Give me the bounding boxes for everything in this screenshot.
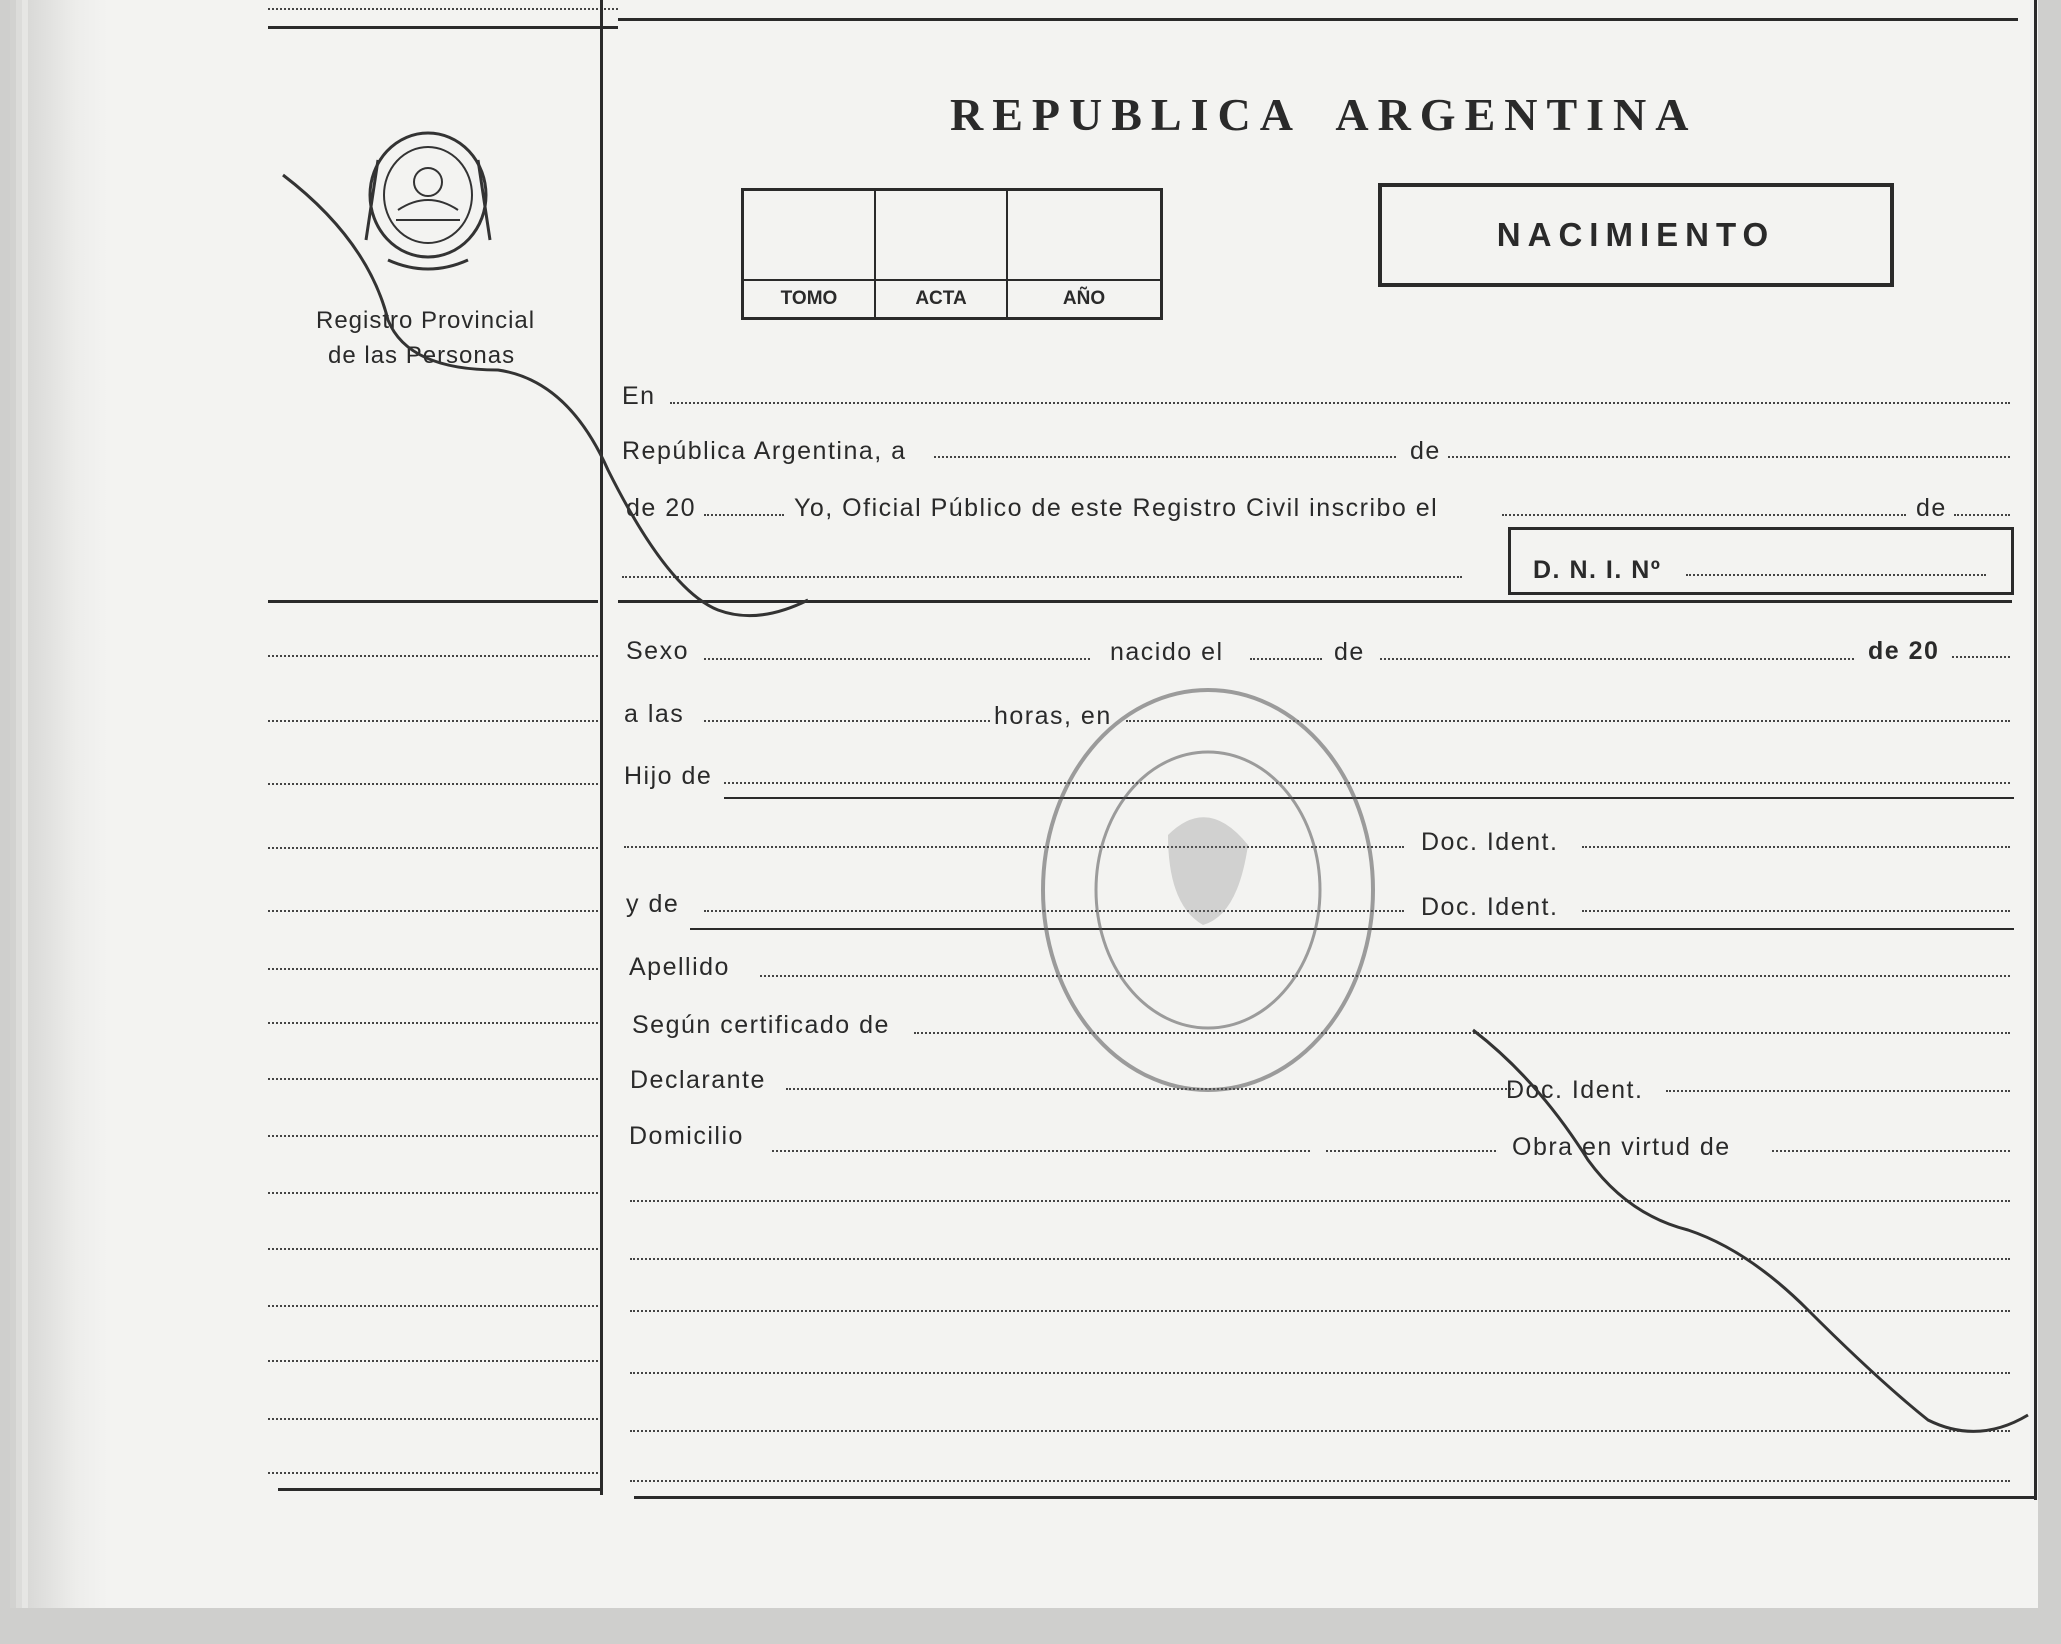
margin-line	[268, 1418, 598, 1420]
margin-line	[268, 1472, 598, 1474]
margin-line	[268, 1135, 598, 1137]
margin-line	[268, 655, 598, 657]
margin-line	[268, 1248, 598, 1250]
top-rule-right	[618, 18, 2018, 21]
margin-line	[268, 910, 598, 912]
margin-line	[268, 1360, 598, 1362]
document-title: REPUBLICA ARGENTINA	[950, 89, 1698, 140]
label-de-1: de	[1410, 437, 1441, 465]
margin-line	[268, 720, 598, 722]
footer-rule	[634, 1496, 2034, 1499]
label-yo-oficial: Yo, Oficial Público de este Registro Civil inscribo el	[794, 494, 1439, 522]
label-y-de: y de	[626, 890, 680, 918]
ano-value-cell	[1008, 191, 1160, 279]
margin-line	[268, 1305, 598, 1307]
top-dotted-line-left	[268, 8, 618, 10]
pen-stroke-icon	[1448, 1020, 2061, 1440]
field-birth-day[interactable]	[1250, 658, 1322, 660]
label-segun-certificado: Según certificado de	[632, 1011, 890, 1039]
left-footer-rule	[278, 1488, 600, 1491]
label-sexo: Sexo	[626, 637, 689, 665]
margin-line	[268, 968, 598, 970]
field-inscribo-month[interactable]	[1954, 514, 2010, 516]
margin-line	[268, 847, 598, 849]
certificate-type-box: NACIMIENTO	[1378, 183, 1894, 287]
field-day[interactable]	[934, 456, 1396, 458]
label-hijo-de: Hijo de	[624, 762, 713, 790]
field-birth-month[interactable]	[1380, 658, 1854, 660]
field-padre-doc[interactable]	[1582, 846, 2010, 848]
field-month[interactable]	[1448, 456, 2010, 458]
label-doc-ident-2: Doc. Ident.	[1421, 893, 1559, 921]
acta-header: ACTA	[876, 279, 1008, 317]
margin-line	[268, 1022, 598, 1024]
certificate-page	[28, 0, 2038, 1608]
official-stamp-icon	[1018, 675, 1398, 1105]
tomo-header: TOMO	[744, 279, 876, 317]
label-de20-b: de 20	[1868, 637, 1940, 665]
margin-line	[268, 1192, 598, 1194]
label-en: En	[622, 382, 656, 410]
label-dni: D. N. I. Nº	[1533, 556, 1662, 584]
label-a-las: a las	[624, 700, 685, 728]
margin-line	[268, 783, 598, 785]
label-nacido-el: nacido el	[1110, 638, 1224, 666]
top-rule-left	[268, 26, 618, 29]
book-spine	[28, 0, 108, 1608]
issuer-line1: Registro Provincial	[316, 307, 536, 334]
label-de-2: de	[1916, 494, 1947, 522]
label-de-3: de	[1334, 638, 1365, 666]
issuer-line2: de las Personas	[328, 342, 516, 369]
label-doc-ident-3: Doc. Ident.	[1506, 1076, 1644, 1104]
notes-line[interactable]	[630, 1480, 2010, 1482]
acta-value-cell	[876, 191, 1008, 279]
label-apellido: Apellido	[629, 953, 730, 981]
label-domicilio: Domicilio	[629, 1122, 744, 1150]
field-domicilio[interactable]	[772, 1150, 1310, 1152]
field-hora[interactable]	[704, 720, 990, 722]
field-inscribo[interactable]	[1502, 514, 1906, 516]
field-madre-doc[interactable]	[1582, 910, 2010, 912]
label-obra-en-virtud: Obra en virtud de	[1512, 1133, 1731, 1161]
field-sexo[interactable]	[704, 658, 1090, 660]
pen-stroke-icon	[248, 170, 888, 620]
label-horas-en: horas, en	[994, 702, 1112, 730]
margin-line	[268, 1078, 598, 1080]
label-doc-ident-1: Doc. Ident.	[1421, 828, 1559, 856]
label-republica: República Argentina, a	[622, 437, 907, 465]
field-dni[interactable]	[1686, 574, 1986, 576]
label-declarante: Declarante	[630, 1066, 766, 1094]
field-birth-year[interactable]	[1952, 656, 2010, 658]
ano-header: AÑO	[1008, 279, 1160, 317]
label-de20-a: de 20	[626, 494, 697, 522]
